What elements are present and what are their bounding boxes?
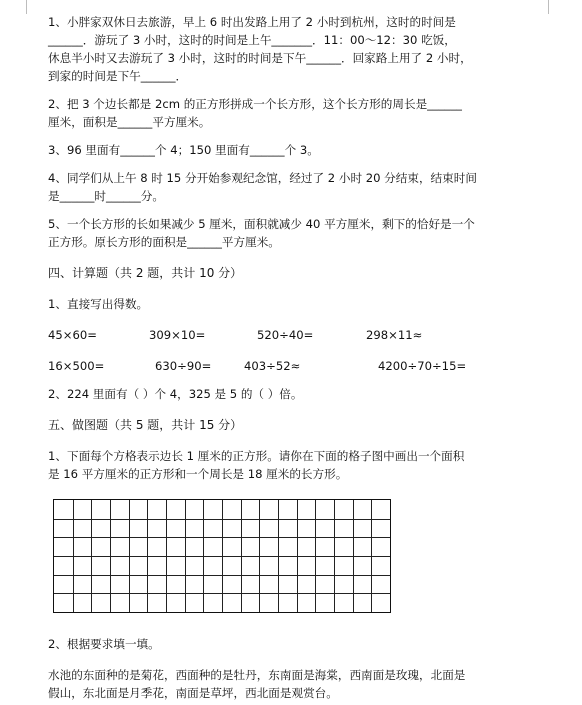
question-line: 正方形。原长方形的面积是______平方厘米。 [48, 235, 280, 249]
question-line: 厘米，面积是______平方厘米。 [48, 115, 211, 129]
question-3 [48, 141, 558, 159]
section-heading-draw: 五、做图题（共 5 题，共计 15 分） [48, 418, 243, 432]
calc-item: 298×11≈ [366, 328, 423, 342]
question-line: 是______时______分。 [48, 189, 164, 203]
calc-question-1: 1、直接写出得数。 [48, 297, 149, 311]
question-line: 5、一个长方形的长如果减少 5 厘米，面积就减少 40 平方厘米，剩下的恰好是一个 [48, 217, 475, 231]
draw-question-1 [48, 447, 558, 483]
calc-item: 403÷52≈ [244, 359, 301, 373]
crop-mark-left [26, 0, 27, 14]
calc-item: 630÷90= [155, 359, 212, 373]
grid-lines [54, 500, 390, 612]
question-line: 到家的时间是下午______． [48, 69, 188, 83]
draw-question-2-text [48, 666, 558, 702]
calc-row-1 [48, 326, 558, 344]
question-line: 1、小胖家双休日去旅游，早上 6 时出发路上用了 2 小时到杭州，这时的时间是 [48, 15, 456, 29]
question-2 [48, 95, 558, 131]
calc-item: 16×500= [48, 359, 105, 373]
question-1 [48, 13, 558, 85]
question-line: 休息半小时又去游玩了 3 小时，这时的时间是下午______．回家路上用了 2 小时， [48, 51, 472, 65]
question-line: 假山，东北面是月季花，南面是草坪，西北面是观赏台。 [48, 686, 338, 700]
worksheet-page [48, 13, 558, 702]
question-line: ______．游玩了 3 小时，这时的时间是上午_______．11：00～12：30 吃饭， [48, 33, 456, 47]
calc-item: 309×10= [149, 328, 206, 342]
question-4 [48, 169, 558, 205]
section-heading-calc: 四、计算题（共 2 题，共计 10 分） [48, 266, 243, 280]
crop-mark-right [548, 0, 549, 14]
question-5 [48, 215, 558, 251]
calc-row-2 [48, 357, 558, 375]
question-line: 水池的东面种的是菊花，西面种的是牡丹，东南面是海棠，西南面是玫瑰，北面是 [48, 668, 466, 682]
drawing-grid[interactable] [53, 499, 391, 613]
question-line: 2、把 3 个边长都是 2cm 的正方形拼成一个长方形，这个长方形的周长是______ [48, 97, 462, 111]
calc-item: 4200÷70÷15= [378, 359, 467, 373]
draw-question-2: 2、根据要求填一填。 [48, 637, 160, 651]
question-line: 是 16 平方厘米的正方形和一个周长是 18 厘米的长方形。 [48, 467, 348, 481]
calc-item: 520÷40= [257, 328, 314, 342]
question-line: 3、96 里面有______个 4；150 里面有______个 3。 [48, 143, 319, 157]
calc-question-2: 2、224 里面有（ ）个 4，325 是 5 的（ ）倍。 [48, 387, 303, 401]
question-line: 1、下面每个方格表示边长 1 厘米的正方形。请你在下面的格子图中画出一个面积 [48, 449, 465, 463]
question-line: 4、同学们从上午 8 时 15 分开始参观纪念馆，经过了 2 小时 20 分结束，结束时间 [48, 171, 477, 185]
calc-item: 45×60= [48, 328, 97, 342]
